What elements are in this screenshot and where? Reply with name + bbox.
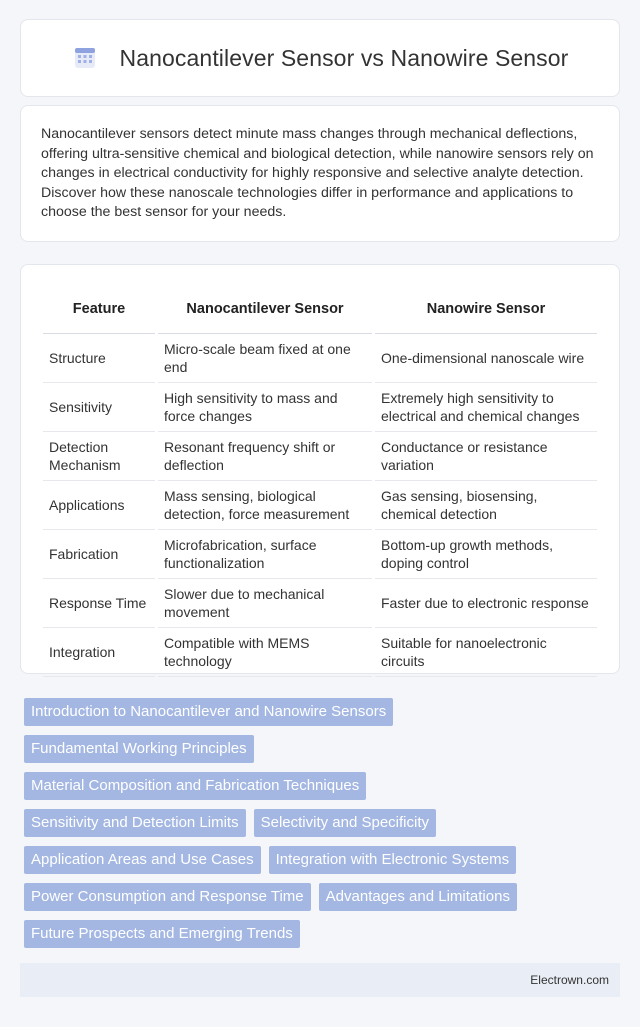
row-nanowire: Conductance or resistance variation bbox=[375, 432, 597, 481]
table-icon bbox=[72, 45, 98, 71]
topic-row bbox=[24, 698, 614, 726]
topic-link-selectivity[interactable]: Selectivity and Specificity bbox=[254, 809, 436, 837]
header-nanowire: Nanowire Sensor bbox=[375, 285, 597, 334]
row-nanowire: Faster due to electronic response bbox=[375, 579, 597, 628]
row-feature: Detection Mechanism bbox=[43, 432, 155, 481]
row-nanocantilever: Resonant frequency shift or deflection bbox=[158, 432, 372, 481]
comparison-table bbox=[43, 285, 597, 677]
table-header-row bbox=[43, 285, 597, 334]
topic-link-future-prospects[interactable]: Future Prospects and Emerging Trends bbox=[24, 920, 300, 948]
topic-row bbox=[24, 920, 614, 948]
topic-link-materials-fabrication[interactable]: Material Composition and Fabrication Techniques bbox=[24, 772, 366, 800]
row-nanocantilever: Compatible with MEMS technology bbox=[158, 628, 372, 677]
row-feature: Response Time bbox=[43, 579, 155, 628]
page-title: Nanocantilever Sensor vs Nanowire Sensor bbox=[119, 44, 569, 71]
row-nanocantilever: Micro-scale beam fixed at one end bbox=[158, 334, 372, 383]
row-nanocantilever: High sensitivity to mass and force changes bbox=[158, 383, 372, 432]
footer-site[interactable]: Electrown.com bbox=[530, 973, 609, 987]
table-row bbox=[43, 334, 597, 383]
footer bbox=[20, 963, 620, 997]
topic-link-advantages[interactable]: Advantages and Limitations bbox=[319, 883, 517, 911]
topic-links bbox=[24, 698, 614, 957]
row-nanowire: Suitable for nanoelectronic circuits bbox=[375, 628, 597, 677]
row-nanocantilever: Slower due to mechanical movement bbox=[158, 579, 372, 628]
topic-row bbox=[24, 809, 614, 837]
table-row bbox=[43, 432, 597, 481]
topic-row bbox=[24, 772, 614, 800]
table-row bbox=[43, 579, 597, 628]
row-feature: Applications bbox=[43, 481, 155, 530]
topic-link-integration[interactable]: Integration with Electronic Systems bbox=[269, 846, 516, 874]
topic-link-introduction[interactable]: Introduction to Nanocantilever and Nanowire Sensors bbox=[24, 698, 393, 726]
topic-link-sensitivity[interactable]: Sensitivity and Detection Limits bbox=[24, 809, 246, 837]
header-nanocantilever: Nanocantilever Sensor bbox=[158, 285, 372, 334]
table-row bbox=[43, 530, 597, 579]
row-nanocantilever: Microfabrication, surface functionalization bbox=[158, 530, 372, 579]
topic-link-working-principles[interactable]: Fundamental Working Principles bbox=[24, 735, 254, 763]
intro-text: Nanocantilever sensors detect minute mass changes through mechanical deflections, offering ultra-sensitive chemical and biological detection, while nanowire sensors rely on changes in electrical conductivity for highly responsive and selective analyte detection. Discover how these nanoscale technologies differ in performance and applications to choose the best sensor for your needs. bbox=[41, 126, 594, 220]
topic-link-applications[interactable]: Application Areas and Use Cases bbox=[24, 846, 261, 874]
table-row bbox=[43, 628, 597, 677]
topic-row bbox=[24, 735, 614, 763]
row-nanowire: Bottom-up growth methods, doping control bbox=[375, 530, 597, 579]
row-feature: Fabrication bbox=[43, 530, 155, 579]
row-feature: Sensitivity bbox=[43, 383, 155, 432]
intro-card bbox=[20, 105, 620, 242]
table-row bbox=[43, 481, 597, 530]
table-row bbox=[43, 383, 597, 432]
topic-link-power-response[interactable]: Power Consumption and Response Time bbox=[24, 883, 311, 911]
topic-row bbox=[24, 846, 614, 874]
row-nanowire: Extremely high sensitivity to electrical and chemical changes bbox=[375, 383, 597, 432]
topic-row bbox=[24, 883, 614, 911]
row-feature: Structure bbox=[43, 334, 155, 383]
header-feature: Feature bbox=[43, 285, 155, 334]
row-feature: Integration bbox=[43, 628, 155, 677]
comparison-table-card bbox=[20, 264, 620, 674]
title-card bbox=[20, 19, 620, 97]
row-nanowire: One-dimensional nanoscale wire bbox=[375, 334, 597, 383]
row-nanowire: Gas sensing, biosensing, chemical detection bbox=[375, 481, 597, 530]
row-nanocantilever: Mass sensing, biological detection, force measurement bbox=[158, 481, 372, 530]
